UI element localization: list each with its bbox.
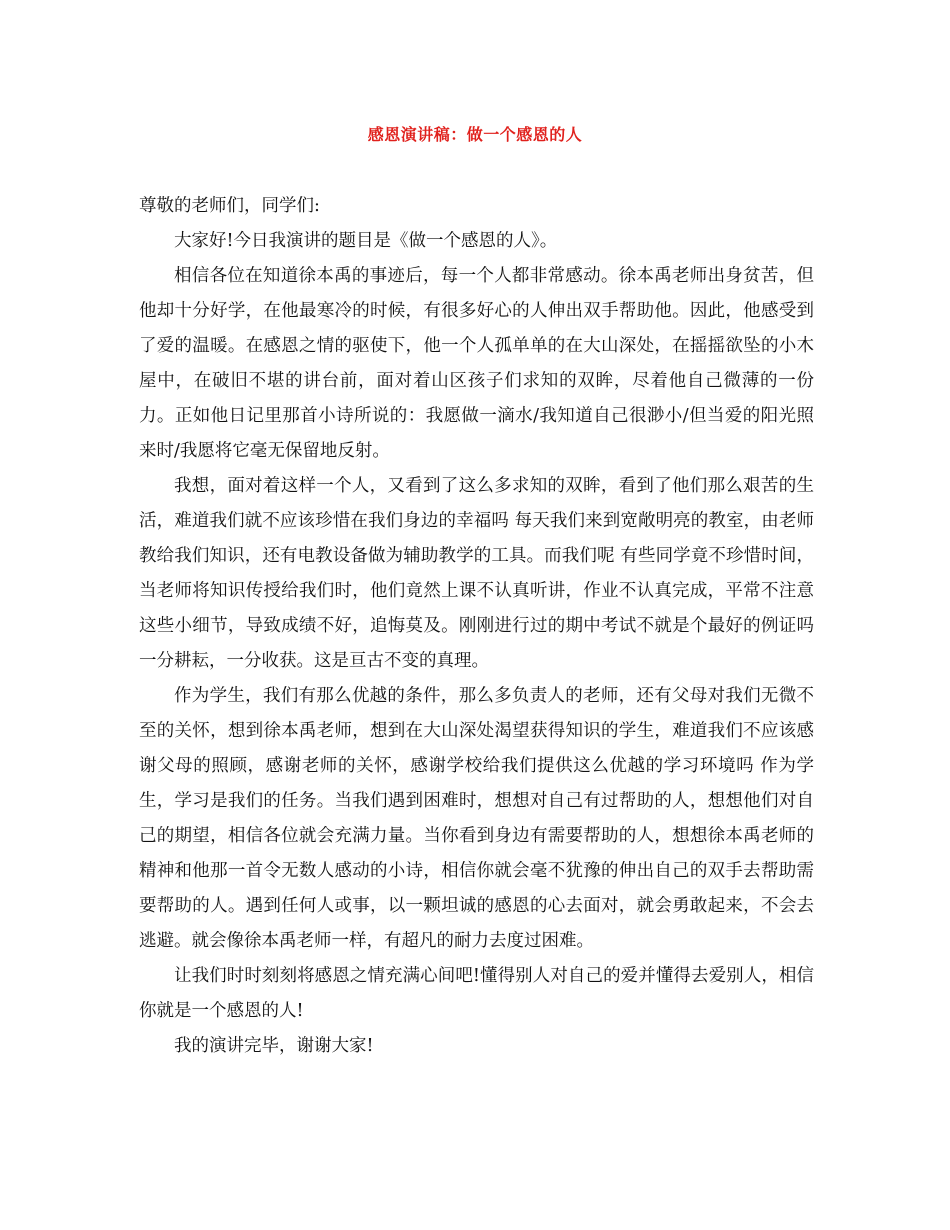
paragraph-greeting: 大家好!今日我演讲的题目是《做一个感恩的人》。 <box>174 231 558 251</box>
paragraph-closing: 我的演讲完毕，谢谢大家! <box>174 1036 374 1056</box>
salutation: 尊敬的老师们，同学们: <box>139 196 320 216</box>
document-body <box>139 189 814 1064</box>
paragraph-gratitude: 作为学生，我们有那么优越的条件，那么多负责人的老师，还有父母对我们无微不至的关怀，想到徐本禹老师，想到在大山深处渴望获得知识的学生，难道我们不应该感谢父母的照顾，感谢老师的关怀，感谢学校给我们提供这么优越的学习环境吗 作为学生，学习是我们的任务。当我们遇到困难时，想想对自己有过帮助的人，想想他们对自己的期望，相信各位就会充满力量。当你看到身边有需要帮助的人，想想徐本禹老师的精神和他那一首令无数人感动的小诗，相信你就会毫不犹豫的伸出自己的双手去帮助需要帮助的人。遇到任何人或事，以一颗坦诚的感恩的心去面对，就会勇敢起来，不会去逃避。就会像徐本禹老师一样，有超凡的耐力去度过困难。 <box>139 686 814 951</box>
paragraph-reflection: 我想，面对着这样一个人，又看到了这么多求知的双眸，看到了他们那么艰苦的生活，难道我们就不应该珍惜在我们身边的幸福吗 每天我们来到宽敞明亮的教室，由老师教给我们知识，还有电教设备做为辅助教学的工具。而我们呢 有些同学竟不珍惜时间，当老师将知识传授给我们时，他们竟然上课不认真听讲，作业不认真完成，平常不注意这些小细节，导致成绩不好，追悔莫及。刚刚进行过的期中考试不就是个最好的例证吗 一分耕耘，一分收获。这是亘古不变的真理。 <box>139 476 814 671</box>
page-title: 感恩演讲稿：做一个感恩的人 <box>367 125 583 144</box>
paragraph-call-to-action: 让我们时时刻刻将感恩之情充满心间吧!懂得别人对自己的爱并懂得去爱别人，相信你就是一个感恩的人! <box>139 966 814 1021</box>
paragraph-story: 相信各位在知道徐本禹的事迹后，每一个人都非常感动。徐本禹老师出身贫苦，但他却十分好学，在他最寒冷的时候，有很多好心的人伸出双手帮助他。因此，他感受到了爱的温暖。在感恩之情的驱使下，他一个人孤单单的在大山深处，在摇摇欲坠的小木屋中，在破旧不堪的讲台前，面对着山区孩子们求知的双眸，尽着他自己微薄的一份力。正如他日记里那首小诗所说的：我愿做一滴水/我知道自己很渺小/但当爱的阳光照来时/我愿将它毫无保留地反射。 <box>139 266 814 461</box>
